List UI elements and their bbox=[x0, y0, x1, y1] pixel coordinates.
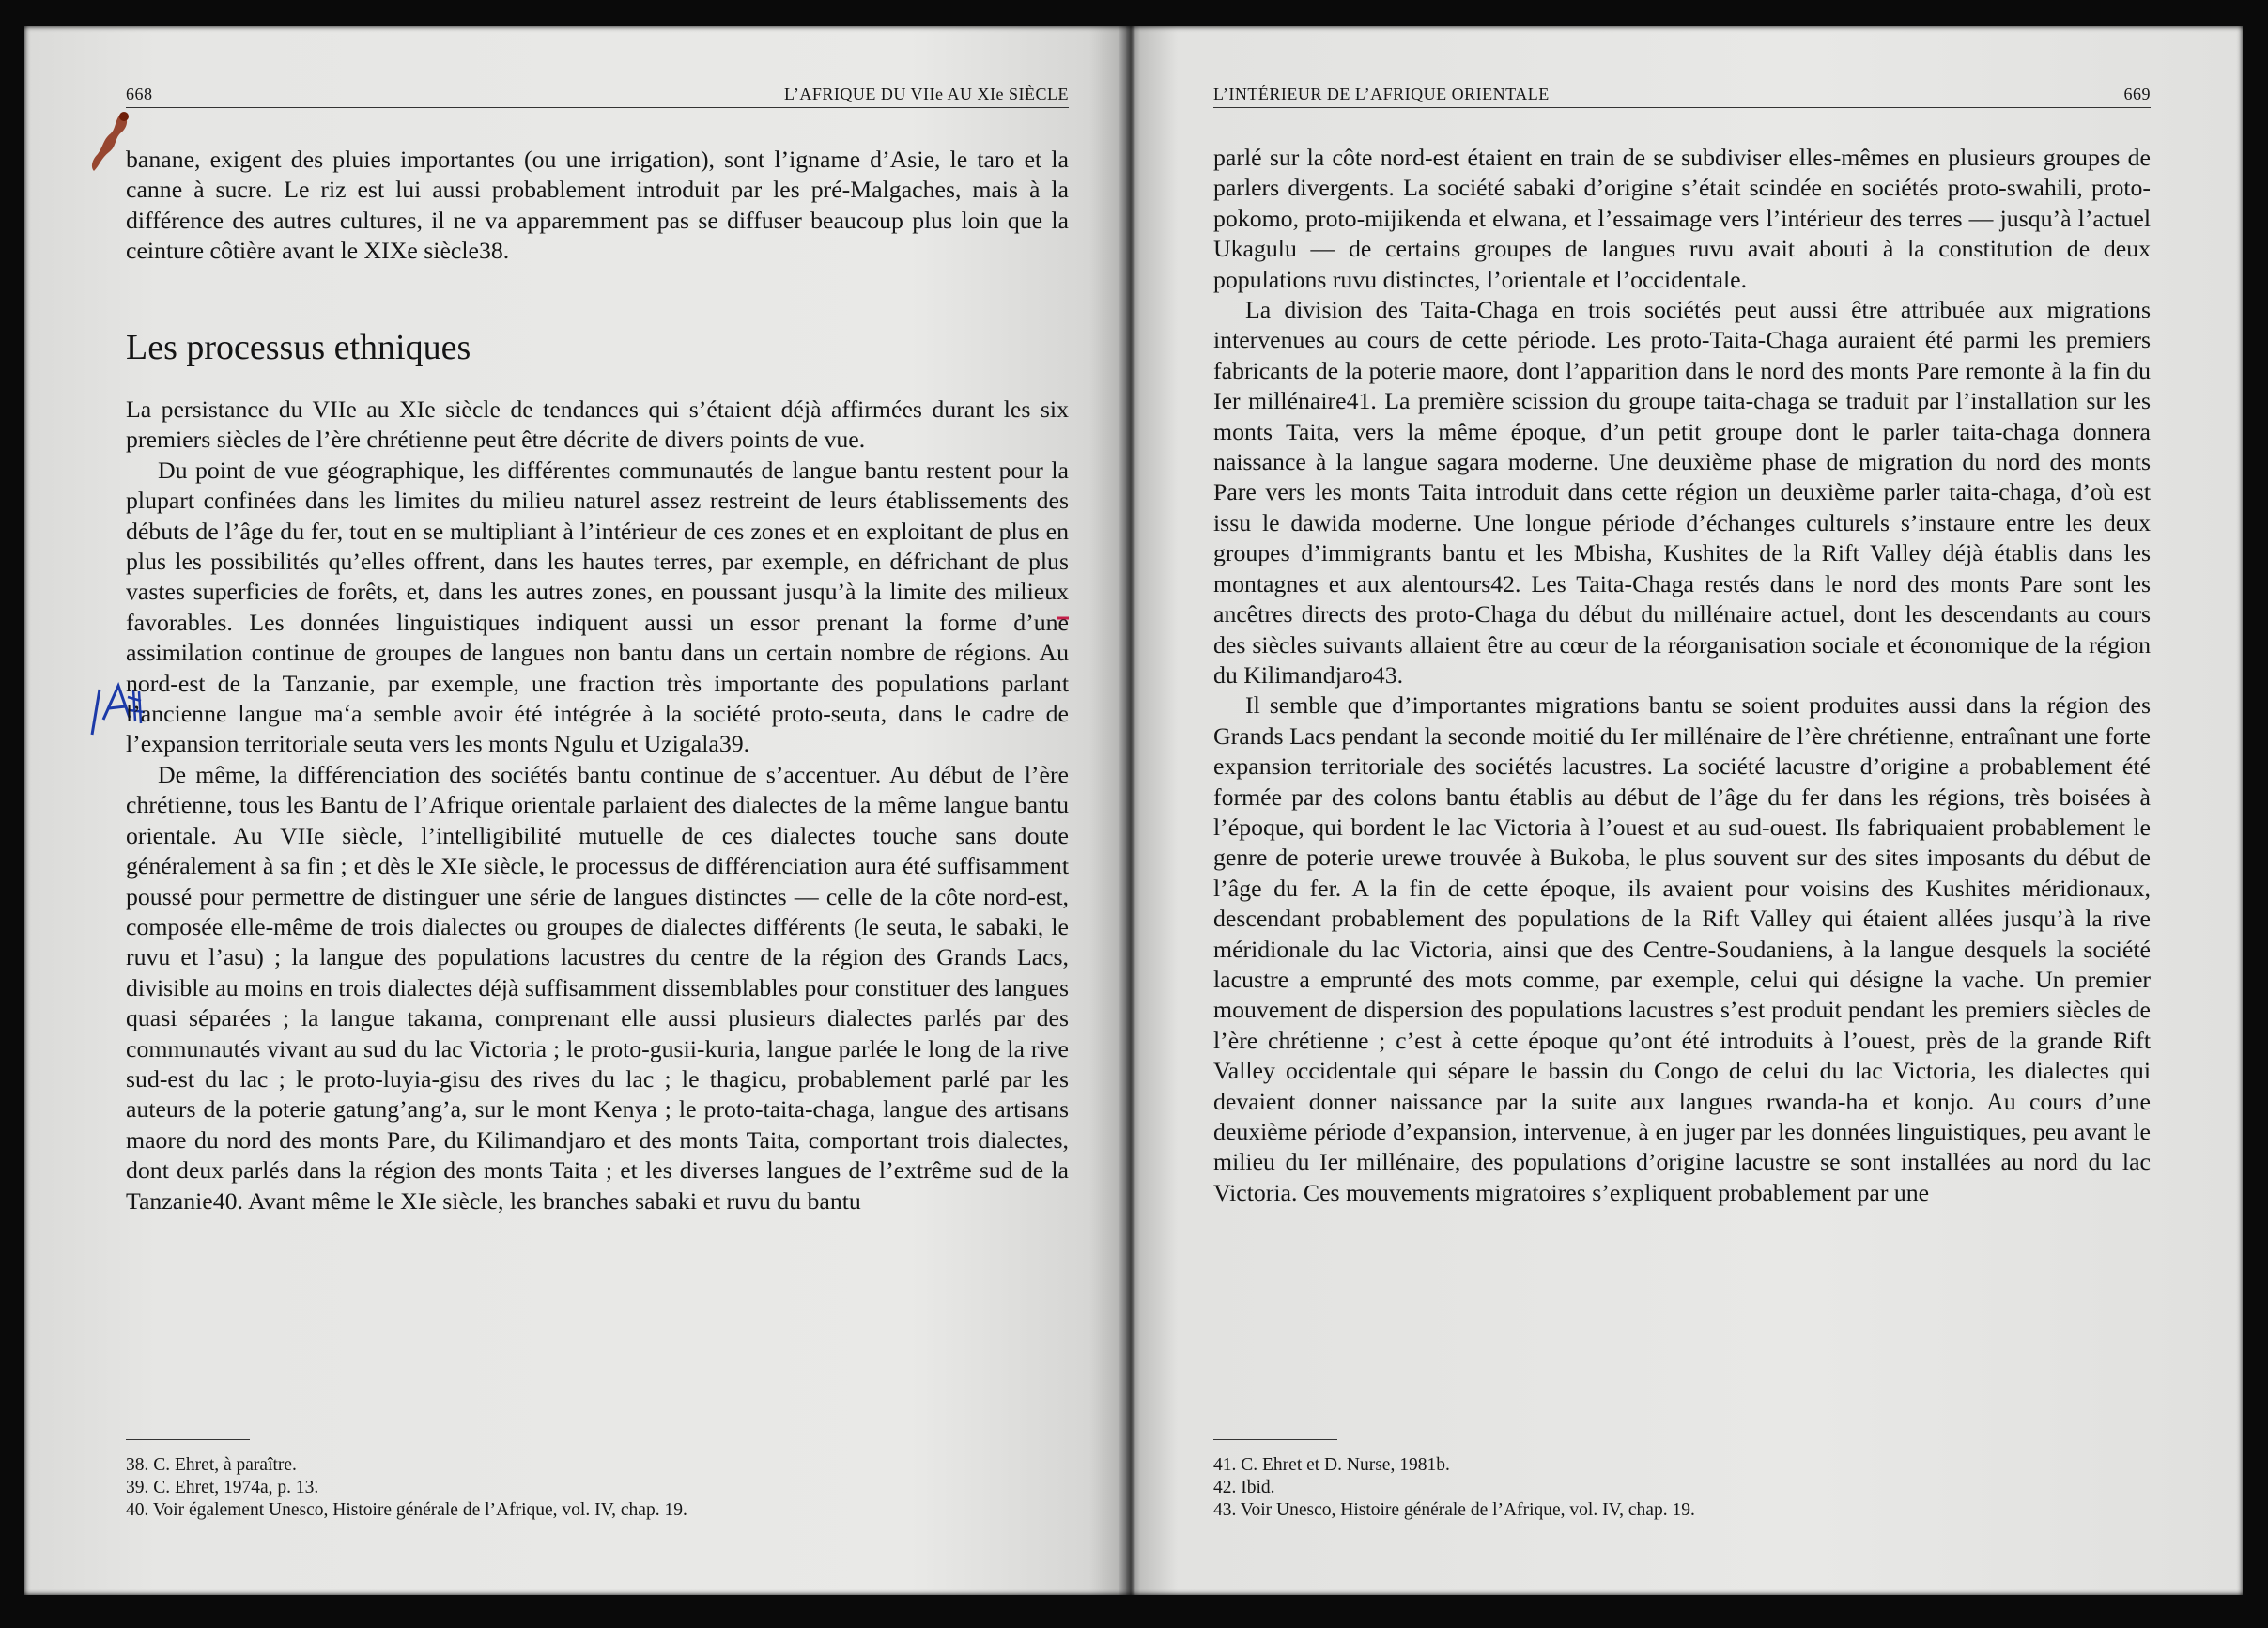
opening-paragraph-block bbox=[126, 145, 1069, 267]
paragraph: De même, la différenciation des sociétés bantu continue de s’accentuer. Au début de l’ère chrétienne, tous les Bantu de l’Afrique orientale parlaient des dialectes de la même langue bantu orientale. Au VIIe siècle, l’intelligibilité mutuelle de ces dialectes touche sans doute généralement à sa fin ; et dès le XIe siècle, le processus de différenciation aura été suffisamment poussé pour permettre de distinguer une série de langues distinctes — celle de la côte nord-est, composée elle-même de trois dialectes ou groupes de dialectes différents (le seuta, le sabaki, le ruvu et l’asu) ; la langue des populations lacustres du centre de la région des Grands Lacs, divisible au moins en trois dialectes déjà suffisamment dissemblables pour constituer des langues quasi séparées ; la langue takama, comprenant elle aussi plusieurs dialectes parlés par des communautés vivant au sud du lac Victoria ; le proto-gusii-kuria, langue parlée le long de la rive sud-est du lac ; le proto-luyia-gisu des rives du lac ; le thagicu, probablement parlé par les auteurs de la poterie gatung’ang’a, sur le mont Kenya ; le proto-taita-chaga, langue des artisans maore du nord des monts Pare, du Kilimandjaro et des monts Taita, comportant trois dialectes, dont deux parlés dans la région des monts Taita ; et les diverses langues de l’extrême sud de la Tanzanie40. Avant même le XIe siècle, les branches sabaki et ruvu du bantu bbox=[126, 760, 1069, 1215]
footnotes bbox=[126, 1454, 1069, 1522]
running-head bbox=[126, 85, 1069, 108]
paragraph: La persistance du VIIe au XIe siècle de tendances qui s’étaient déjà affirmées durant les six premiers siècles de l’ère chrétienne peut être décrite de divers points de vue. bbox=[126, 395, 1069, 454]
book-spread bbox=[24, 26, 2243, 1595]
footnote-rule bbox=[1213, 1439, 1337, 1440]
paragraph: Il semble que d’importantes migrations bantu se soient produites aussi dans la région des Grands Lacs pendant la seconde moitié du Ier millénaire de l’ère chrétienne, entraînant une forte expansion territoriale des sociétés lacustres. La société lacustre d’origine a probablement été formée par des colons bantu établis au début de l’âge du fer dans les régions, très boisées à l’époque, qui bordent le lac Victoria à l’ouest et au sud-ouest. Ils fabriquaient probablement le genre de poterie urewe trouvée à Bukoba, le plus souvent sur des sites imposants du début de l’âge du fer. A la fin de cette époque, ils avaient pour voisins des Kushites méridionaux, descendant probablement des populations de la Rift Valley qui étaient allées jusqu’à la rive méridionale du lac Victoria, ainsi que des Centre-Soudaniens, à la langue desquels la société lacustre a emprunté des mots comme, par exemple, celui qui désigne la vache. Un premier mouvement de dispersion des populations lacustres s’est produit pendant les premiers siècles de l’ère chrétienne ; c’est à cette époque qu’ont été introduits à l’ouest, près de la grande Rift Valley occidentale qui sépare le bassin du Congo de celui du lac Victoria, les dialectes qui devaient donner naissance par la suite aux langues rwanda-ha et konjo. Au cours d’une deuxième période d’expansion, intervenue, à en juger par les données linguistiques, peu avant le milieu du Ier millénaire, des populations d’origine lacustre se sont installées au nord du lac Victoria. Ces mouvements migratoires s’expliquent probablement par une bbox=[1213, 691, 2151, 1206]
page-number: 669 bbox=[2123, 85, 2151, 103]
opening-paragraph: banane, exigent des pluies importantes (ou une irrigation), sont l’igname d’Asie, le taro et la canne à sucre. Le riz est lui aussi probablement introduit par les pré-Malgaches, mais à la différence des autres cultures, il ne va apparemment pas se diffuser beaucoup plus loin que la ceinture côtière avant le XIXe siècle38. bbox=[126, 146, 1069, 265]
running-title: L’AFRIQUE DU VIIe AU XIe SIÈCLE bbox=[784, 85, 1069, 103]
page-number: 668 bbox=[126, 85, 153, 103]
running-head bbox=[1213, 85, 2151, 108]
footnote: 41. C. Ehret et D. Nurse, 1981b. bbox=[1213, 1455, 1450, 1475]
footnote-rule bbox=[126, 1439, 250, 1440]
footnote: 38. C. Ehret, à paraître. bbox=[126, 1455, 297, 1475]
body-text bbox=[1213, 143, 2151, 1208]
body-text bbox=[126, 395, 1069, 1217]
paragraph: La division des Taita-Chaga en trois sociétés peut aussi être attribuée aux migrations intervenues au cours de cette période. Les proto-Taita-Chaga auraient été parmi les premiers fabricants de la poterie maore, dont l’apparition dans le nord des monts Pare remonte à la fin du Ier millénaire41. La première scission du groupe taita-chaga se traduit par l’installation sur les monts Taita, vers la même époque, d’un petit groupe dont le parler taita-chaga donnera naissance à la langue sagara moderne. Une deuxième phase de migration du nord des monts Pare vers les monts Taita introduit dans cette région un deuxième parler taita-chaga, d’où est issu le dawida moderne. Une longue période d’échanges culturels s’instaure entre les deux groupes d’immigrants bantu et les Mbisha, Kushites de la Rift Valley déjà établis dans les montagnes et aux alentours42. Les Taita-Chaga restés dans le nord des monts Pare sont les ancêtres directs des proto-Chaga du début du millénaire actuel, dont les descendants au cours des siècles suivants allaient être au cœur de la réorganisation sociale et économique de la région du Kilimandjaro43. bbox=[1213, 296, 2151, 689]
right-page bbox=[1213, 26, 2151, 1595]
left-page bbox=[126, 26, 1069, 1595]
footnote: 40. Voir également Unesco, Histoire générale de l’Afrique, vol. IV, chap. 19. bbox=[126, 1500, 687, 1520]
footnote: 43. Voir Unesco, Histoire générale de l’Afrique, vol. IV, chap. 19. bbox=[1213, 1500, 1695, 1520]
book-spine bbox=[1126, 26, 1135, 1595]
paragraph: Du point de vue géographique, les différentes communautés de langue bantu restent pour la plupart confinées dans les limites du milieu naturel assez restreint de leurs établissements des débuts de l’âge du fer, tout en se multipliant à l’intérieur de ces zones et en exploitant de plus en plus les possibilités qu’elles offrent, dans les hautes terres, par exemple, en défrichant de plus vastes superficies de forêts, et, dans les autres zones, en poussant jusqu’à la limite des milieux favorables. Les données linguistiques indiquent aussi un essor prenant la forme d’une assimilation continue de groupes de langues non bantu dans un certain nombre de régions. Au nord-est de la Tanzanie, par exemple, une fraction très importante des populations parlant l’ancienne langue ma‘a semble avoir été intégrée à la société proto-seuta, dans le cadre de l’expansion territoriale seuta vers les monts Ngulu et Uzigala39. bbox=[126, 456, 1069, 758]
running-title: L’INTÉRIEUR DE L’AFRIQUE ORIENTALE bbox=[1213, 85, 1550, 103]
footnote: 42. Ibid. bbox=[1213, 1478, 1275, 1497]
footnotes bbox=[1213, 1454, 2151, 1522]
paragraph: parlé sur la côte nord-est étaient en train de se subdiviser elles-mêmes en plusieurs groupes de parlers divergents. La société sabaki d’origine s’était scindée en sociétés proto-swahili, proto-pokomo, proto-mijikenda et elwana, et l’essaimage vers l’intérieur des terres — jusqu’à l’actuel Ukagulu — de certains groupes de langues ruvu avait abouti à la constitution de deux populations ruvu distinctes, l’orientale et l’occidentale. bbox=[1213, 144, 2151, 293]
section-heading: Les processus ethniques bbox=[126, 328, 471, 367]
footnote: 39. C. Ehret, 1974a, p. 13. bbox=[126, 1478, 319, 1497]
